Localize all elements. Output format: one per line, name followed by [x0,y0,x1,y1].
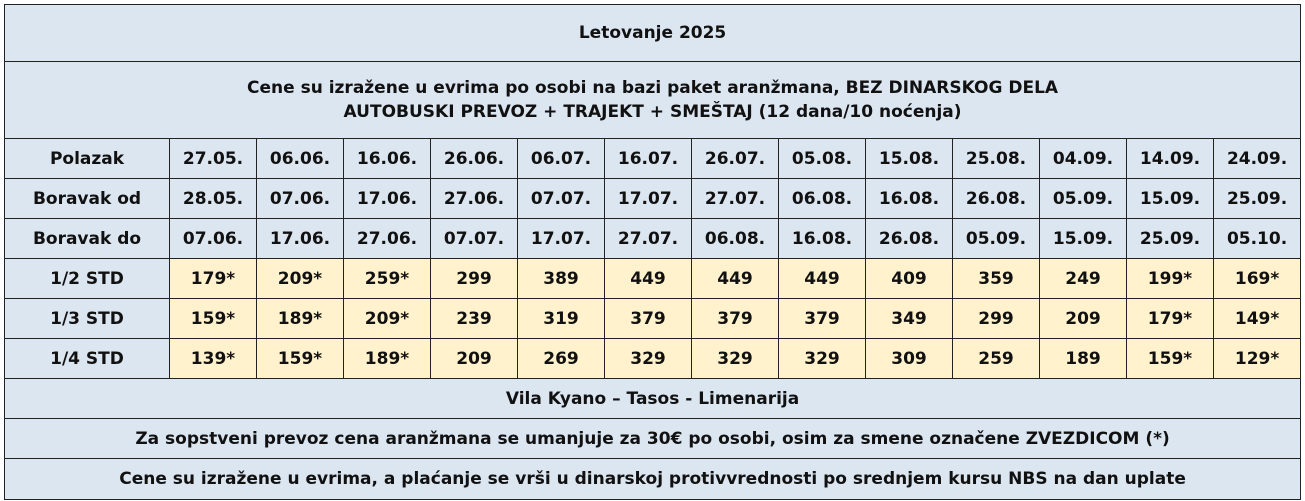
table-row [5,219,1301,259]
price-info-line-1: Cene su izražene u evrima po osobi na bazi paket aranžmana, BEZ DINARSKOG DELA [247,78,1059,98]
price-info-line-2: AUTOBUSKI PREVOZ + TRAJEKT + SMEŠTAJ (12 dana/10 noćenja) [343,102,962,122]
price-cell: 449 [779,259,866,299]
price-cell: 169* [1214,259,1301,299]
price-cell: 259* [344,259,431,299]
price-cell: 239 [431,299,518,339]
table-row [5,139,1301,179]
date-cell: 28.05. [170,179,257,219]
date-cell: 27.06. [431,179,518,219]
date-cell: 25.08. [953,139,1040,179]
date-cell: 26.07. [692,139,779,179]
date-cell: 05.09. [953,219,1040,259]
table-title: Letovanje 2025 [5,5,1301,62]
date-cell: 17.07. [605,179,692,219]
date-cell: 15.09. [1127,179,1214,219]
price-cell: 209 [1040,299,1127,339]
date-cell: 05.08. [779,139,866,179]
date-cell: 17.06. [257,219,344,259]
price-cell: 149* [1214,299,1301,339]
price-cell: 159* [257,339,344,379]
price-cell: 129* [1214,339,1301,379]
price-cell: 299 [953,299,1040,339]
pricing-table-body [5,5,1301,139]
price-cell: 329 [779,339,866,379]
price-cell: 379 [605,299,692,339]
date-cell: 16.07. [605,139,692,179]
price-cell: 359 [953,259,1040,299]
price-cell: 189* [257,299,344,339]
price-cell: 139* [170,339,257,379]
price-cell: 379 [692,299,779,339]
date-cell: 24.09. [1214,139,1301,179]
date-cell: 16.08. [779,219,866,259]
row-label: Polazak [5,139,170,179]
price-cell: 349 [866,299,953,339]
date-cell: 06.08. [692,219,779,259]
pricing-table [4,4,1301,500]
date-cell: 07.07. [431,219,518,259]
date-cell: 05.09. [1040,179,1127,219]
title-row [5,5,1301,62]
date-cell: 15.08. [866,139,953,179]
price-cell: 249 [1040,259,1127,299]
date-cell: 25.09. [1127,219,1214,259]
price-cell: 449 [605,259,692,299]
date-cell: 07.06. [257,179,344,219]
date-cell: 07.06. [170,219,257,259]
schedule-rows [5,139,1301,379]
date-cell: 27.07. [692,179,779,219]
price-cell: 189 [1040,339,1127,379]
row-label: 1/2 STD [5,259,170,299]
price-cell: 269 [518,339,605,379]
date-cell: 26.08. [953,179,1040,219]
price-cell: 209* [257,259,344,299]
row-label: Boravak od [5,179,170,219]
row-label: 1/3 STD [5,299,170,339]
price-cell: 409 [866,259,953,299]
price-cell: 179* [1127,299,1214,339]
price-cell: 449 [692,259,779,299]
price-cell: 329 [605,339,692,379]
date-cell: 06.07. [518,139,605,179]
table-row [5,299,1301,339]
payment-note: Cene su izražene u evrima, a plaćanje se vrši u dinarskoj protivvrednosti po srednjem kursu NBS na dan uplate [5,459,1301,500]
date-cell: 25.09. [1214,179,1301,219]
date-cell: 06.06. [257,139,344,179]
date-cell: 06.08. [779,179,866,219]
price-cell: 309 [866,339,953,379]
date-cell: 14.09. [1127,139,1214,179]
price-cell: 379 [779,299,866,339]
price-cell: 189* [344,339,431,379]
row-label: Boravak do [5,219,170,259]
price-info [5,62,1301,139]
date-cell: 07.07. [518,179,605,219]
price-cell: 199* [1127,259,1214,299]
price-cell: 319 [518,299,605,339]
date-cell: 04.09. [1040,139,1127,179]
info-row [5,62,1301,139]
price-cell: 389 [518,259,605,299]
transport-note: Za sopstveni prevoz cena aranžmana se umanjuje za 30€ po osobi, osim za smene označene ZVEZDICOM (*) [5,419,1301,459]
location-row [5,379,1301,419]
location-text: Vila Kyano – Tasos - Limenarija [5,379,1301,419]
payment-note-row [5,459,1301,500]
table-row [5,179,1301,219]
price-cell: 259 [953,339,1040,379]
table-row [5,259,1301,299]
date-cell: 17.06. [344,179,431,219]
price-cell: 179* [170,259,257,299]
price-cell: 159* [170,299,257,339]
price-cell: 299 [431,259,518,299]
date-cell: 05.10. [1214,219,1301,259]
date-cell: 16.08. [866,179,953,219]
row-label: 1/4 STD [5,339,170,379]
price-cell: 209 [431,339,518,379]
table-row [5,339,1301,379]
date-cell: 15.09. [1040,219,1127,259]
date-cell: 17.07. [518,219,605,259]
price-cell: 209* [344,299,431,339]
date-cell: 27.06. [344,219,431,259]
price-cell: 159* [1127,339,1214,379]
price-cell: 329 [692,339,779,379]
pricing-table-footer [5,379,1301,500]
date-cell: 27.05. [170,139,257,179]
transport-note-row [5,419,1301,459]
date-cell: 27.07. [605,219,692,259]
date-cell: 26.06. [431,139,518,179]
date-cell: 16.06. [344,139,431,179]
date-cell: 26.08. [866,219,953,259]
